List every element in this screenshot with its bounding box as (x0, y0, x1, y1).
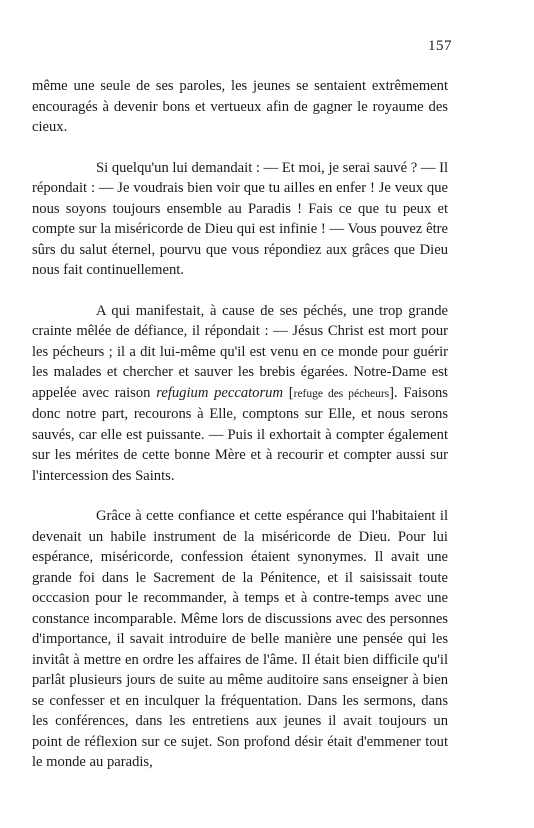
page-number: 157 (428, 38, 452, 54)
paragraph-3-text-after: ]. Faisons donc notre part, recourons à Elle, comptons sur Elle, et nous serons sauvés, car elle est puissante. — Puis il exhortait à compter également sur les mérites de cette bonne Mère et à recourir et compter aussi sur l'intercession des Saints. (32, 384, 448, 484)
paragraph-3 (32, 301, 448, 487)
paragraph-2: Si quelqu'un lui demandait : — Et moi, je serai sauvé ? — Il répondait : — Je voudrais bien voir que tu ailles en enfer ! Je veux que nous soyons toujours ensemble au Paradis ! Fais ce que tu peux et compte sur la miséricorde de Dieu qui est infinie ! — Vous pouvez être sûrs du salut éternel, pourvu que vous répondiez aux grâces que Dieu nous fait continuellement. (32, 159, 448, 278)
gloss-translation: refuge des pécheurs (293, 387, 390, 400)
latin-phrase: refugium peccatorum (156, 384, 283, 401)
gloss-open-bracket: [ (283, 384, 294, 401)
body-text (32, 76, 448, 793)
paragraph-3-text-before: A qui manifestait, à cause de ses péchés, une trop grande crainte mêlée de défiance, il répondait : — Jésus Christ est mort pour les pécheurs ; il a dit lui-même qu'il est venu en ce monde pour guérir les malades et chercher et sauver les brebis égarées. Notre-Dame est appelée avec raison (32, 302, 448, 401)
paragraph-1: même une seule de ses paroles, les jeunes se sentaient extrêmement encouragés à devenir bons et vertueux afin de gagner le royaume des cieux. (32, 78, 448, 135)
paragraph-4: Grâce à cette confiance et cette espérance qui l'habitaient il devenait un habile instrument de la miséricorde de Dieu. Pour lui espérance, miséricorde, confession étaient synonymes. Il avait une grande foi dans le Sacrement de la Pénitence, et il saisissait toute occcasion pour le recommander, à temps et à contre-temps avec une constance incomparable. Même lors de discussions avec des personnes d'importance, il savait introduire de belle manière une pensée qui les invitât à mettre en ordre les affaires de l'âme. Il était bien difficile qu'il parlât plusieurs jours de suite au même auditoire sans enseigner à bien se confesser et en inculquer la fréquentation. Dans les sermons, dans les conférences, dans les entretiens aux jeunes il avait toujours un point de réflexion sur ce sujet. Son profond désir était d'emmener tout le monde au paradis, (32, 508, 448, 770)
